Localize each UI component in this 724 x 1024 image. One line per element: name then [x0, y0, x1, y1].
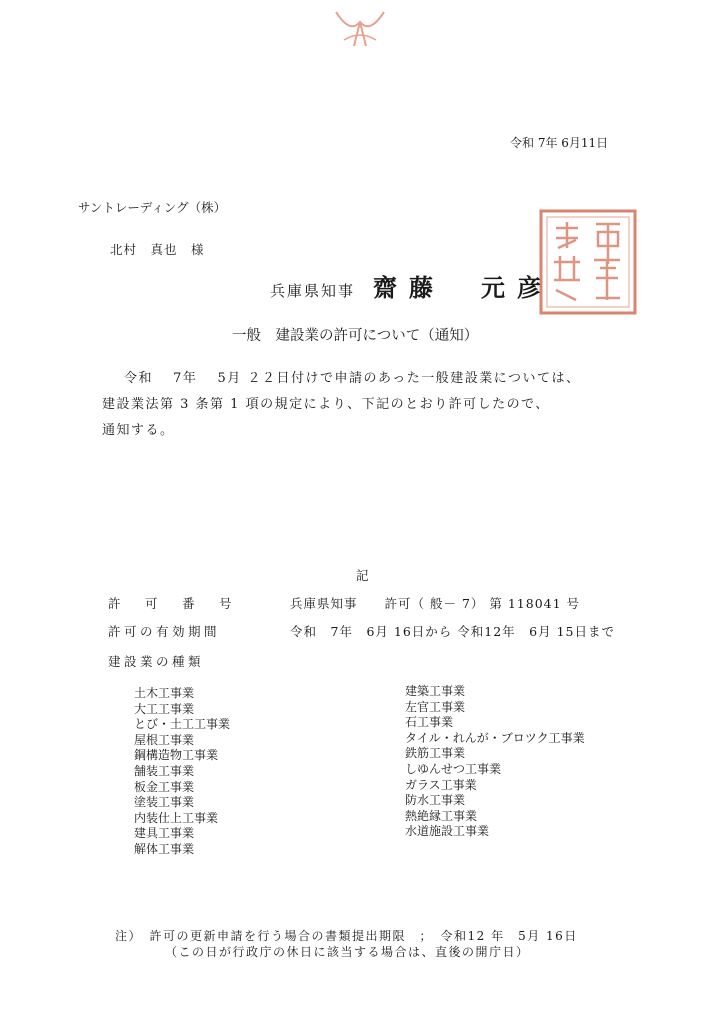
body-line: 令和 7年 5月 ２２日付けで申請のあった一般建設業については、: [124, 371, 581, 386]
body-line: 建設業法第 3 条第 1 項の規定により、下記のとおり許可したので、: [102, 397, 550, 412]
business-types-label: 建設業の種類: [108, 654, 205, 669]
list-item: 熱絶縁工事業: [405, 808, 478, 823]
list-item: 石工事業: [405, 715, 454, 730]
list-item: 建具工事業: [134, 826, 195, 841]
body-line: 通知する。: [102, 423, 175, 438]
list-item: 左官工事業: [405, 699, 466, 714]
list-item: 内装仕上工事業: [134, 810, 219, 825]
business-types-left: [134, 686, 230, 858]
company-name: サントレーディング（株）: [78, 200, 227, 215]
validity-label: 許可の有効期間: [108, 624, 221, 639]
list-item: 板金工事業: [134, 779, 195, 794]
note-line: 注） 許可の更新申請を行う場合の書類提出期限 ； 令和12 年 5月 16日: [115, 929, 578, 943]
business-types-right: [405, 684, 585, 840]
list-item: ガラス工事業: [405, 777, 477, 792]
ki-heading: 記: [356, 568, 369, 583]
validity-value: 令和 7年 6月 16日から 令和12年 6月 15日まで: [290, 624, 615, 639]
list-item: 防水工事業: [405, 793, 466, 808]
subject-line: 一般 建設業の許可について（通知）: [232, 328, 479, 344]
issuer-name: 齋藤 元彦: [373, 273, 554, 302]
list-item: 土木工事業: [134, 686, 195, 700]
list-item: 水道施設工事業: [405, 824, 490, 839]
list-item: 鉄筋工事業: [405, 746, 466, 761]
list-item: タイル・れんが・ブロツク工事業: [405, 730, 585, 745]
list-item: 鋼構造物工事業: [134, 748, 219, 763]
list-item: 大工工事業: [134, 701, 195, 716]
list-item: しゆんせつ工事業: [405, 761, 502, 776]
list-item: とび・土工工事業: [134, 717, 231, 732]
list-item: 建築工事業: [405, 684, 466, 698]
renewal-note: [115, 928, 578, 960]
issue-date: 令和 7年 6月11日: [510, 136, 609, 150]
body-paragraph: [102, 366, 662, 444]
note-line: （この日が行政庁の休日に該当する場合は、直後の開庁日）: [165, 945, 530, 959]
issuer-title: 兵庫県知事: [270, 282, 356, 300]
permit-number-value: 兵庫県知事 許可（ 般－ 7） 第 118041 号: [290, 596, 581, 611]
list-item: 舗装工事業: [134, 763, 195, 778]
list-item: 屋根工事業: [134, 732, 195, 747]
top-stamp-mark-icon: [330, 4, 390, 50]
permit-number-label: 許 可 番 号: [108, 596, 238, 611]
list-item: 塗装工事業: [134, 795, 195, 810]
addressee-name: 北村 真也 様: [110, 242, 205, 257]
list-item: 解体工事業: [134, 841, 195, 856]
issuer: [270, 268, 553, 303]
